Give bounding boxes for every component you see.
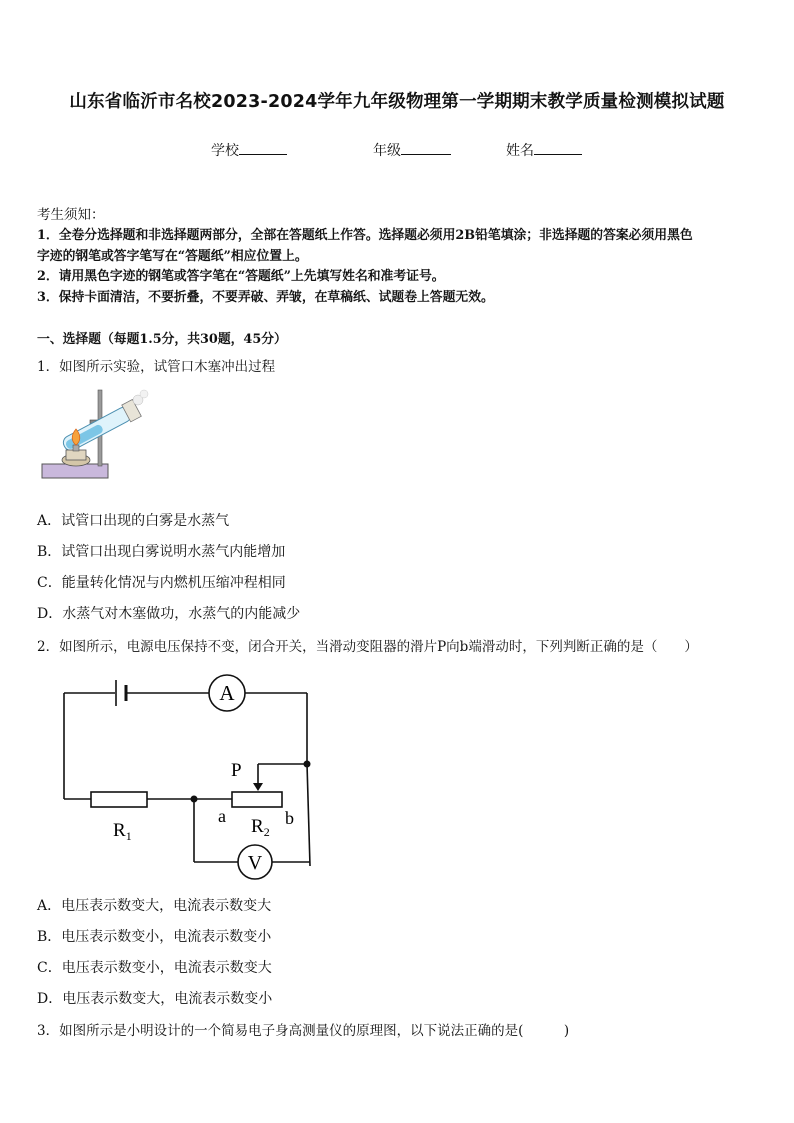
notice-item-1b: 字迹的钢笔或答字笔写在“答题纸”相应位置上。 xyxy=(37,249,308,264)
notice-item-3: 3．保持卡面清洁，不要折叠，不要弄破、弄皱，在草稿纸、试题卷上答题无效。 xyxy=(37,290,494,305)
q2-option-c[interactable]: C．电压表示数变小，电流表示数变大 xyxy=(37,960,272,976)
r1-label: $R_1$ xyxy=(113,820,132,843)
end-b-label: b xyxy=(285,808,294,828)
q1-option-d[interactable]: D．水蒸气对木塞做功，水蒸气的内能减少 xyxy=(37,606,301,622)
resistor-r1 xyxy=(91,792,147,807)
circuit-diagram xyxy=(55,668,325,880)
q1-option-c[interactable]: C．能量转化情况与内燃机压缩冲程相同 xyxy=(37,575,286,591)
slider-arrow xyxy=(253,783,263,791)
resistor-r2 xyxy=(232,792,282,807)
slider-label: P xyxy=(231,760,242,781)
name-blank xyxy=(534,140,582,155)
junction-dot xyxy=(304,761,311,768)
end-a-label: a xyxy=(218,806,226,826)
name-label: 姓名 xyxy=(506,143,534,159)
q1-stem: 1．如图所示实验，试管口木塞冲出过程 xyxy=(37,359,276,375)
notice-heading: 考生须知： xyxy=(37,207,105,223)
page-title: 山东省临沂市名校2023-2024学年九年级物理第一学期期末教学质量检测模拟试题 xyxy=(69,92,725,112)
grade-blank xyxy=(401,140,451,155)
section-heading: 一、选择题（每题1.5分，共30题，45分） xyxy=(37,332,287,347)
q2-option-b[interactable]: B．电压表示数变小，电流表示数变小 xyxy=(37,929,272,945)
name-field xyxy=(506,140,582,160)
school-field xyxy=(211,140,287,160)
q3-stem: 3．如图所示是小明设计的一个简易电子身高测量仪的原理图，以下说法正确的是( ) xyxy=(37,1023,570,1039)
r2-label: $R_2$ xyxy=(251,816,270,839)
q2-option-d[interactable]: D．电压表示数变大，电流表示数变小 xyxy=(37,991,273,1007)
school-label: 学校 xyxy=(211,143,239,159)
voltmeter-label: V xyxy=(247,852,263,874)
q1-option-a[interactable]: A．试管口出现的白雾是水蒸气 xyxy=(37,513,230,529)
q1-option-b[interactable]: B．试管口出现白雾说明水蒸气内能增加 xyxy=(37,544,286,560)
test-tube-figure xyxy=(40,384,150,488)
notice-item-1a: 1．全卷分选择题和非选择题两部分，全部在答题纸上作答。选择题必须用2B铅笔填涂；非选择题的答案必须用黑色 xyxy=(37,228,693,243)
notice-item-2: 2．请用黑色字迹的钢笔或答字笔在“答题纸”上先填写姓名和准考证号。 xyxy=(37,269,445,284)
school-blank xyxy=(239,140,287,155)
grade-field xyxy=(373,140,451,160)
ammeter-label: A xyxy=(219,681,235,705)
q2-option-a[interactable]: A．电压表示数变大，电流表示数变大 xyxy=(37,898,272,914)
grade-label: 年级 xyxy=(373,143,401,159)
junction-dot xyxy=(191,796,198,803)
q2-stem: 2．如图所示，电源电压保持不变，闭合开关，当滑动变阻器的滑片P向b端滑动时，下列判断正确的是（ ） xyxy=(37,639,698,655)
